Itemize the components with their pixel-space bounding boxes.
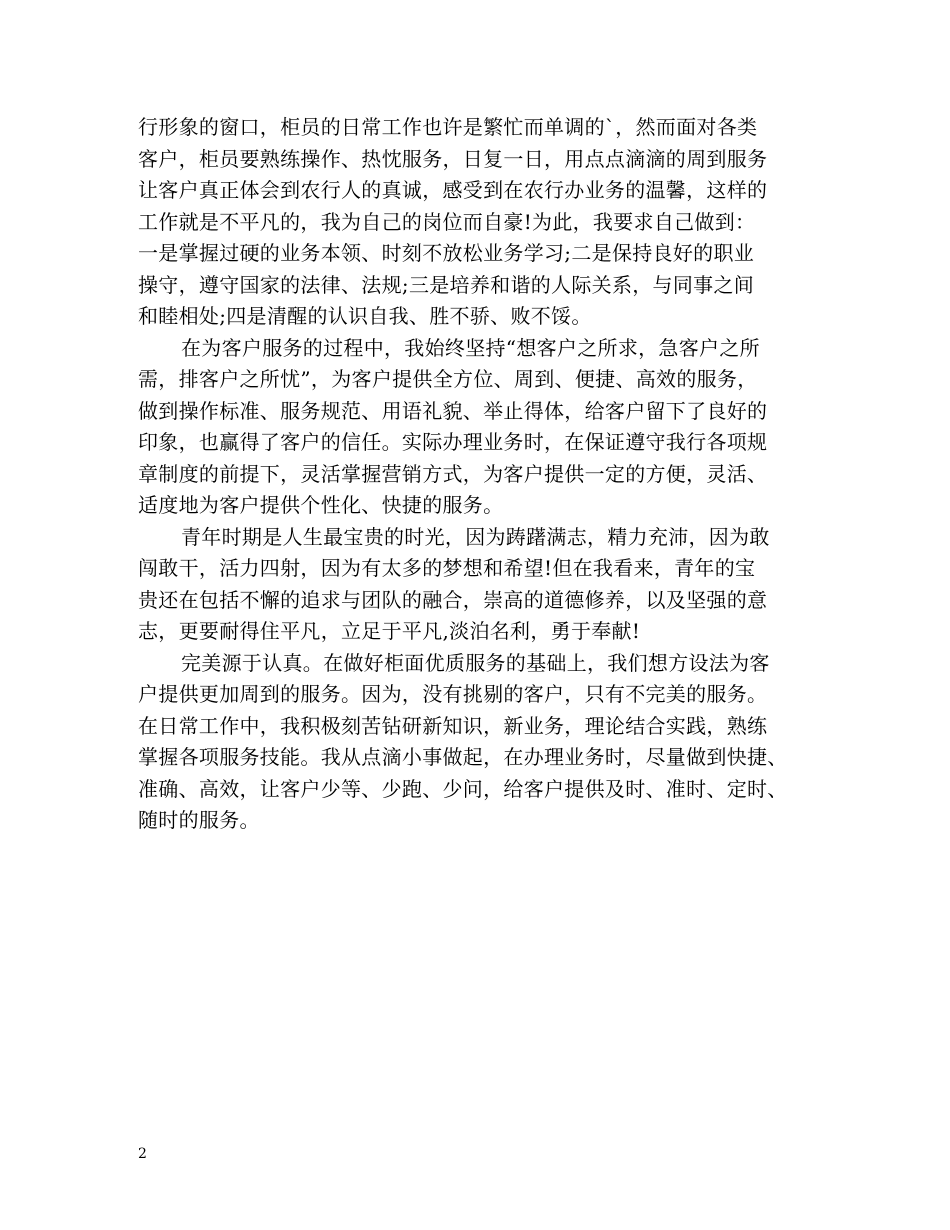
page-number: 2 xyxy=(138,1146,147,1162)
text-line: 完美源于认真。在做好柜面优质服务的基础上，我们想方设法为客 xyxy=(181,650,770,675)
text-line: 户提供更加周到的服务。因为，没有挑剔的客户，只有不完美的服务。 xyxy=(138,682,768,706)
text-line: 工作就是不平凡的，我为自己的岗位而自豪!为此，我要求自己做到： xyxy=(138,209,756,234)
text-line: 掌握各项服务技能。我从点滴小事做起，在办理业务时，尽量做到快捷、 xyxy=(138,745,788,769)
document-body xyxy=(138,112,838,837)
text-line: 让客户真正体会到农行人的真诚，感受到在农行办业务的温馨，这样的 xyxy=(138,178,768,202)
text-line: 青年时期是人生最宝贵的时光，因为踌躇满志，精力充沛，因为敢 xyxy=(181,524,770,549)
text-line: 和睦相处;四是清醒的认识自我、胜不骄、败不馁。 xyxy=(138,304,592,328)
paragraph xyxy=(138,522,838,648)
text-line: 在为客户服务的过程中，我始终坚持“想客户之所求，急客户之所 xyxy=(181,335,760,360)
text-line: 随时的服务。 xyxy=(138,808,260,832)
text-line: 行形象的窗口，柜员的日常工作也许是繁忙而单调的`，然而面对各类 xyxy=(138,115,758,139)
text-line: 操守，遵守国家的法律、法规;三是培养和谐的人际关系，与同事之间 xyxy=(138,272,755,297)
paragraph xyxy=(138,333,838,522)
paragraph xyxy=(138,648,838,837)
text-line: 需，排客户之所忧”，为客户提供全方位、周到、便捷、高效的服务， xyxy=(138,367,758,391)
text-line: 做到操作标准、服务规范、用语礼貌、举止得体，给客户留下了良好的 xyxy=(138,398,768,423)
text-line: 章制度的前提下，灵活掌握营销方式，为客户提供一定的方便，灵活、 xyxy=(138,461,768,486)
text-line: 适度地为客户提供个性化、快捷的服务。 xyxy=(138,493,504,517)
text-line: 准确、高效，让客户少等、少跑、少问，给客户提供及时、准时、定时、 xyxy=(138,776,788,801)
text-line: 志，更要耐得住平凡，立足于平凡,淡泊名利，勇于奉献! xyxy=(138,619,641,643)
text-line: 在日常工作中，我积极刻苦钻研新知识，新业务，理论结合实践，熟练 xyxy=(138,713,768,738)
text-line: 闯敢干，活力四射，因为有太多的梦想和希望!但在我看来，青年的宝 xyxy=(138,556,756,580)
text-line: 印象，也赢得了客户的信任。实际办理业务时，在保证遵守我行各项规 xyxy=(138,430,768,454)
text-line: 一是掌握过硬的业务本领、时刻不放松业务学习;二是保持良好的职业 xyxy=(138,241,755,265)
paragraph xyxy=(138,112,838,333)
text-line: 客户，柜员要熟练操作、热忱服务，日复一日，用点点滴滴的周到服务 xyxy=(138,146,768,171)
text-line: 贵还在包括不懈的追求与团队的融合，崇高的道德修养，以及坚强的意 xyxy=(138,587,768,612)
